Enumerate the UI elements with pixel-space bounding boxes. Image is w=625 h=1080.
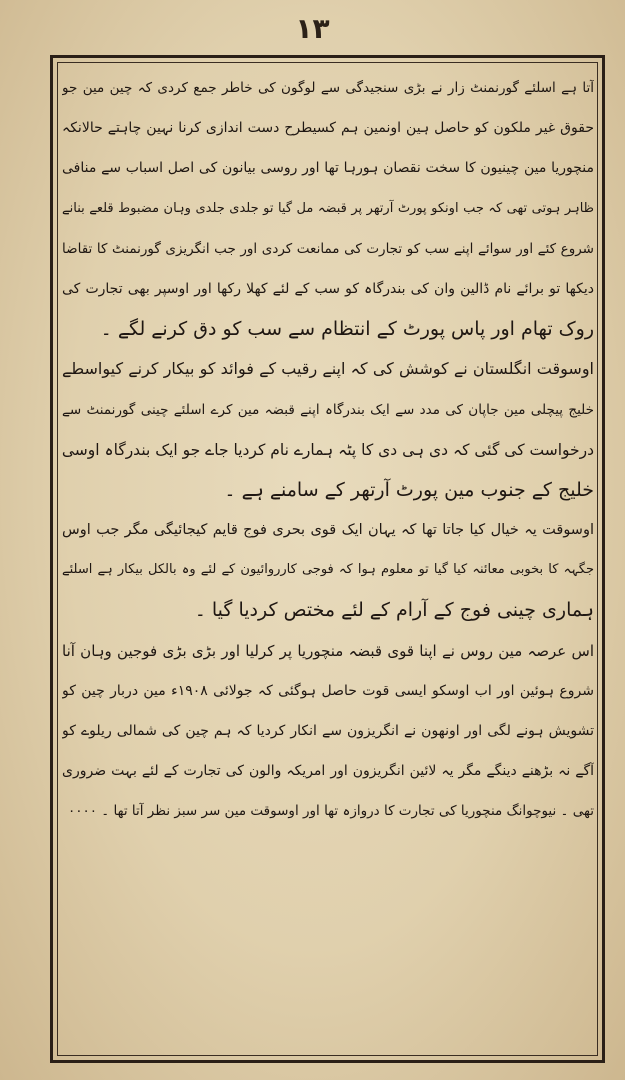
text-line: تھی ۔ نیوچوانگ منچوریا کی تجارت کا دروازہ تھا اور اوسوقت مین سر سبز نظر آتا تھا ۔ ۰۰۰۰ <box>68 803 594 820</box>
text-line: تشویش ہونے لگی اور اونھون نے انگریزون سے انکار کردیا کہ ہم چین کی شمالی ریلوے کو <box>62 723 594 739</box>
text-line: حقوق غیر ملکون کو حاصل ہین اونمین ہم کسیطرح دست اندازی کرنا نہین چاہتے حالانکہ <box>62 120 594 137</box>
text-line: اوسوقت انگلستان نے کوشش کی کہ اپنے رقیب کے فوائد کو بیکار کرنے کیواسطے <box>62 359 594 379</box>
text-line: جگہہ کا بخوبی معائنہ کیا گیا تو معلوم ہوا کہ فوجی کارروائیون کے لئے وہ بالکل بیکار ہے اسلئے <box>62 562 594 578</box>
page-number: ۱۳ <box>295 12 330 45</box>
paragraph-4 <box>62 631 594 832</box>
text-line: اوسوقت یہ خیال کیا جاتا تھا کہ یہان ایک قوی بحری فوج قایم کیجائیگی مگر جب اوس <box>62 522 594 539</box>
text-line: درخواست کی گئی کہ دی ہی دی کا پٹہ ہمارے نام کردیا جاے جو ایک بندرگاہ اوسی <box>62 440 594 459</box>
text-line: خلیج کے جنوب مین پورٹ آرتھر کے سامنے ہے ۔ <box>224 478 594 501</box>
text-line: ظاہر ہوتی تھی کہ جب اونکو پورٹ آرتھر پر قبضہ مل گیا تو جلدی جلدی وہان مضبوط قلعے بنانے <box>62 200 594 216</box>
text-line: دیکھا تو برائے نام ڈالین وان کی بندرگاہ کو سب کے لئے کھلا رکھا اور اوسپر بھی تجارت کی <box>62 280 594 297</box>
text-line: اس عرصہ مین روس نے اپنا قوی قبضہ منچوریا پر کرلیا اور بڑی بڑی فوجین وہان آنا <box>62 641 594 660</box>
text-line: خلیج پیچلی مین جاپان کی مدد سے ایک بندرگاہ اپنے قبضہ مین کرے اسلئے چینی گورنمنٹ سے <box>62 401 594 418</box>
paragraph-3 <box>62 510 594 631</box>
text-line: آتا ہے اسلئے گورنمنٹ زار نے بڑی سنجیدگی سے لوگون کی خاطر جمع کردی کہ چین مین جو <box>62 80 594 96</box>
text-line: شروع کئے اور سوائے اپنے سب کو تجارت کی ممانعت کردی اور جب انگریزی گورنمنٹ کا تقاضا <box>62 240 594 257</box>
paragraph-2 <box>62 349 594 510</box>
text-line: آگے نہ بڑھنے دینگے مگر یہ لائین انگریزون اور امریکہ والون کی تجارت کے لئے بہت ضروری <box>62 763 594 780</box>
text-line: منچوریا مین چینیون کا سخت نقصان ہورہا تھا اور روسی بیانون کی اصل اسباب سے منافی <box>62 160 594 177</box>
paragraph-1 <box>62 68 594 349</box>
text-line: ہماری چینی فوج کے آرام کے لئے مختص کردیا گیا ۔ <box>194 599 594 622</box>
text-line: شروع ہوئین اور اب اوسکو ایسی قوت حاصل ہوگئی کہ جولائی ۱۹۰۸ء مین دربار چین کو <box>62 682 594 699</box>
text-line: روک تھام اور پاس پورٹ کے انتظام سے سب کو دق کرنے لگے ۔ <box>100 318 594 341</box>
body-text <box>62 68 594 832</box>
